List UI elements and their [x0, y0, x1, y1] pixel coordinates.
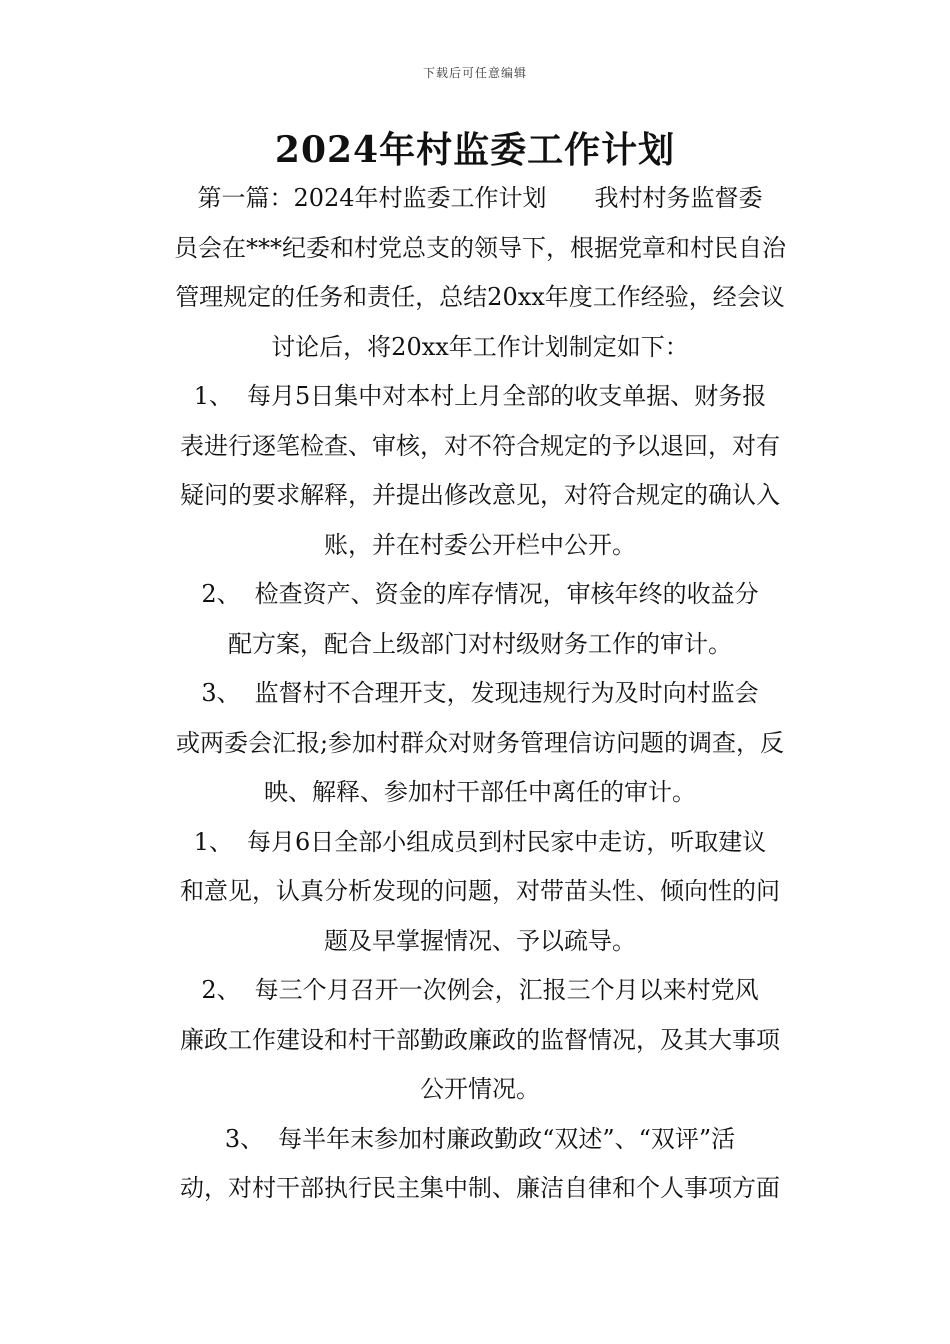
text-line: 题及早掌握情况、予以疏导。 — [324, 926, 636, 955]
text-line: 员会在***纪委和村党总支的领导下，根据党章和村民自治 — [174, 233, 786, 262]
text-line — [150, 372, 810, 422]
text-line: 公开情况。 — [420, 1075, 540, 1103]
text-line — [150, 1115, 810, 1165]
text-line: 或两委会汇报;参加村群众对财务管理信访问题的调查，反 — [175, 728, 785, 757]
text-line-content: 监督村不合理开支，发现违规行为及时向村监会 — [254, 679, 759, 707]
text-line-content: 每月5日集中对本村上月全部的收支单据、财务报 — [247, 382, 767, 410]
document-title: 2024年村监委工作计划 — [274, 129, 676, 171]
text-line: 配方案，配合上级部门对村级财务工作的审计。 — [228, 629, 732, 658]
paragraph-item — [150, 1115, 810, 1214]
text-line: 映、解释、参加村干部任中离任的审计。 — [264, 778, 696, 806]
paragraph-item — [150, 966, 810, 1115]
paragraph-item — [150, 372, 810, 570]
text-line: 讨论后，将20xx年工作计划制定如下： — [271, 332, 689, 361]
text-line — [150, 966, 810, 1016]
item-number: 1、 — [193, 827, 233, 856]
item-number: 3、 — [224, 1124, 265, 1153]
document-body — [150, 174, 810, 1214]
paragraph-item — [150, 818, 810, 967]
paragraph-item — [150, 570, 810, 669]
text-line: 表进行逐笔检查、审核，对不符合规定的予以退回，对有 — [180, 431, 780, 460]
text-line: 账，并在村委公开栏中公开。 — [324, 530, 636, 559]
text-line: 疑问的要求解释，并提出修改意见，对符合规定的确认入 — [180, 481, 780, 509]
paragraph-intro — [150, 174, 810, 372]
text-line-content: 每月6日全部小组成员到村民家中走访，听取建议 — [247, 827, 767, 856]
item-number: 2、 — [201, 580, 241, 608]
item-number: 2、 — [201, 976, 241, 1004]
text-line: 动，对村干部执行民主集中制、廉洁自律和个人事项方面 — [180, 1174, 780, 1202]
text-line — [150, 570, 810, 620]
text-line: 廉政工作建设和村干部勤政廉政的监督情况，及其大事项 — [180, 1025, 780, 1054]
item-number: 3、 — [201, 679, 241, 707]
text-line: 和意见，认真分析发现的问题，对带苗头性、倾向性的问 — [180, 877, 780, 905]
item-number: 1、 — [193, 382, 233, 410]
text-line-content: 检查资产、资金的库存情况，审核年终的收益分 — [254, 580, 759, 608]
text-line: 第一篇：2024年村监委工作计划 我村村务监督委 — [197, 184, 763, 212]
text-line-content: 每三个月召开一次例会，汇报三个月以来村党风 — [254, 976, 759, 1004]
text-line: 管理规定的任务和责任，总结20xx年度工作经验，经会议 — [175, 283, 785, 311]
text-line — [150, 669, 810, 719]
header-note: 下载后可任意编辑 — [422, 66, 527, 80]
text-line — [150, 818, 810, 868]
paragraph-item — [150, 669, 810, 818]
text-line-content: 每半年末参加村廉政勤政“双述”、“双评”活 — [278, 1124, 736, 1153]
